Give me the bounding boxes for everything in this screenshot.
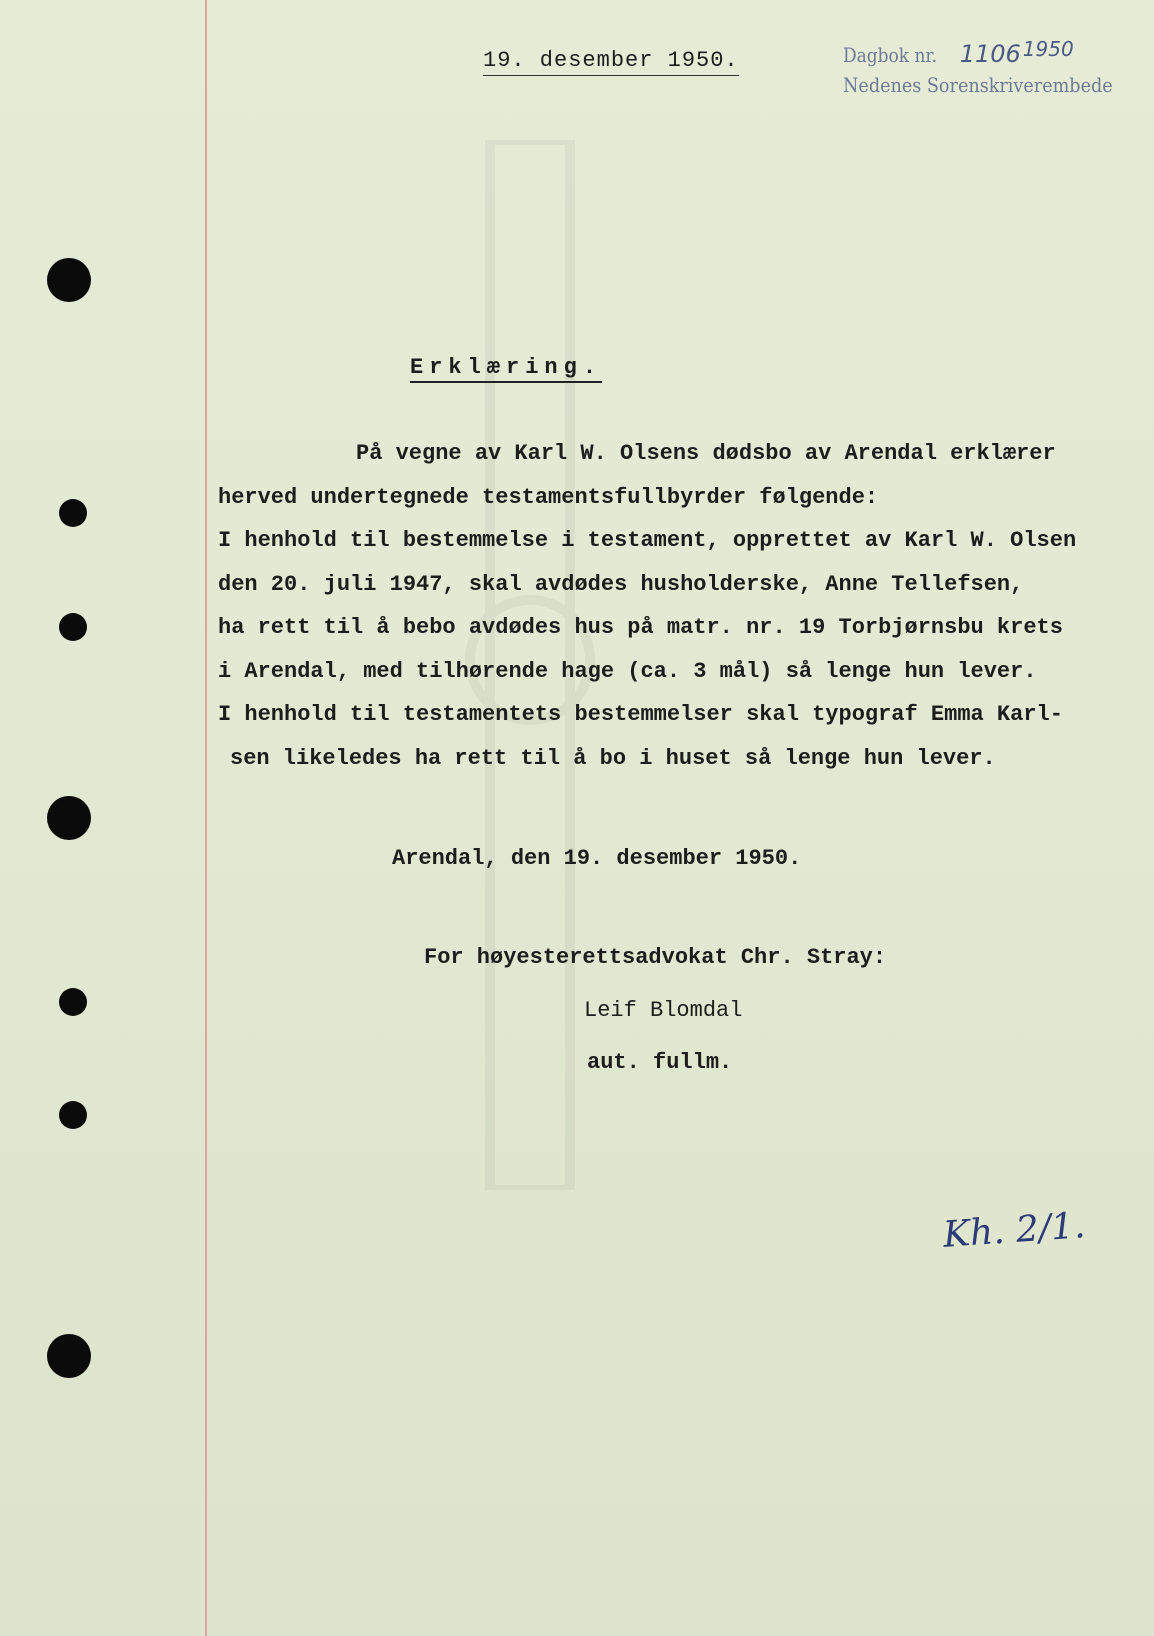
red-margin-line	[205, 0, 207, 1636]
signatory-for: For høyesterettsadvokat Chr. Stray:	[424, 945, 887, 970]
handwritten-initials: Kh. 2/1.	[941, 1205, 1087, 1256]
punch-hole	[47, 796, 91, 840]
place-and-date: Arendal, den 19. desember 1950.	[392, 846, 802, 871]
signatory-title: aut. fullm.	[587, 1050, 733, 1075]
body-line: den 20. juli 1947, skal avdødes husholderske, Anne Tellefsen,	[218, 571, 1024, 597]
punch-hole	[59, 988, 87, 1016]
body-line: I henhold til bestemmelse i testament, opprettet av Karl W. Olsen	[218, 528, 1077, 553]
punch-hole	[59, 1101, 87, 1129]
body-line: herved undertegnede testamentsfullbyrder følgende:	[218, 484, 879, 510]
journal-stamp	[843, 34, 1149, 100]
document-heading: Erklæring.	[410, 355, 602, 383]
body-line: På vegne av Karl W. Olsens dødsbo av Arendal erklærer	[356, 441, 1056, 466]
stamp-year: 1950	[1022, 37, 1074, 61]
punch-hole	[59, 613, 87, 641]
document-body	[218, 432, 1076, 780]
document-date-header: 19. desember 1950.	[483, 48, 739, 76]
punch-hole	[47, 1334, 91, 1378]
body-line: sen likeledes ha rett til å bo i huset så lenge hun lever.	[230, 745, 996, 771]
punch-hole	[59, 499, 87, 527]
stamp-label: Dagbok nr.	[843, 43, 938, 67]
stamp-journal-number: 1106	[959, 40, 1021, 68]
body-line: I henhold til testamentets bestemmelser skal typograf Emma Karl-	[218, 702, 1063, 727]
body-line: ha rett til å bebo avdødes hus på matr. nr. 19 Torbjørnsbu krets	[218, 615, 1063, 640]
punch-hole	[47, 258, 91, 302]
signatory-name: Leif Blomdal	[584, 998, 743, 1023]
body-line: i Arendal, med tilhørende hage (ca. 3 mål) så lenge hun lever.	[218, 658, 1037, 684]
stamp-office: Nedenes Sorenskriverembede	[843, 73, 1113, 97]
